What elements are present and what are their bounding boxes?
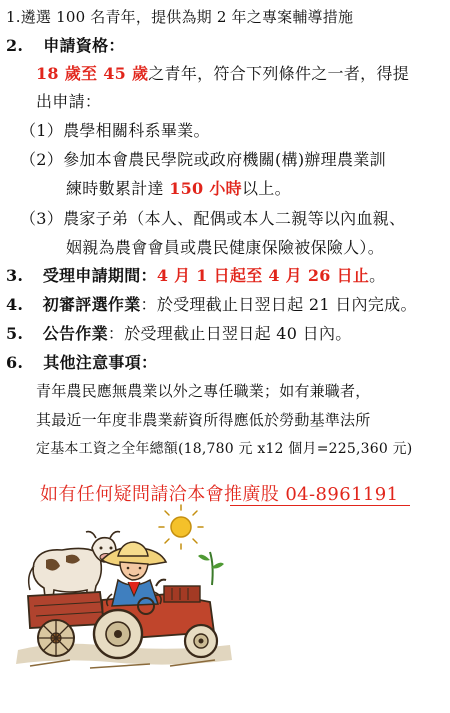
item-2-intro-cont: 出申請： [36, 92, 102, 111]
item-4-text: ：於受理截止日翌日起 21 日內完成。 [140, 295, 417, 314]
item-3-number: 3. [6, 266, 24, 285]
item-4-title: 初審評選作業 [42, 295, 141, 314]
condition-3-cont: 姻親為農會會員或農民健康保險被保險人）。 [66, 238, 385, 257]
item-3-title: 受理申請期間： [42, 266, 157, 285]
condition-3: （3）農家子弟（本人、配偶或本人二親等以內血親、 [20, 209, 406, 228]
item-2-number: 2. [6, 36, 24, 55]
item-6-number: 6. [6, 353, 24, 372]
sprout-icon [198, 552, 224, 585]
age-range: 18 歲至 45 歲 [36, 64, 149, 83]
item-3-end: 。 [369, 266, 386, 285]
item-2-intro-rest: 之青年，符合下列條件之一者，得提 [148, 64, 410, 83]
application-period: 4 月 1 日起至 4 月 26 日止 [156, 266, 370, 285]
item-6-title: 其他注意事項： [43, 353, 158, 372]
item-2-title: 申請資格： [43, 36, 125, 55]
condition-1: （1）農學相關科系畢業。 [20, 121, 210, 140]
item-6-line-3: 定基本工資之全年總額(18,780 元 x12 個月=225,360 元) [36, 441, 413, 457]
sun-icon [159, 505, 203, 549]
item-6-line-2: 其最近一年度非農業薪資所得應低於勞動基準法所 [36, 411, 371, 429]
item-4-number: 4. [6, 295, 24, 314]
item-5-text: ：於受理截止日翌日起 40 日內。 [107, 324, 352, 343]
item-6-line-1: 青年農民應無農業以外之專任職業；如有兼職者， [36, 382, 371, 400]
condition-2-cont-post: 以上。 [241, 179, 291, 198]
tractor-icon [94, 580, 217, 658]
item-1-text: 1.遴選 100 名青年，提供為期 2 年之專案輔導措施 [6, 8, 354, 26]
training-hours: 150 小時 [169, 179, 242, 198]
item-5-title: 公告作業 [42, 324, 108, 343]
condition-2: （2）參加本會農民學院或政府機關(構)辦理農業訓 [20, 150, 386, 169]
condition-2-cont-pre: 練時數累計達 [66, 179, 170, 198]
item-5-number: 5. [6, 324, 24, 343]
contact-info: 如有任何疑問請洽本會推廣股 04-8961191 [40, 484, 399, 505]
